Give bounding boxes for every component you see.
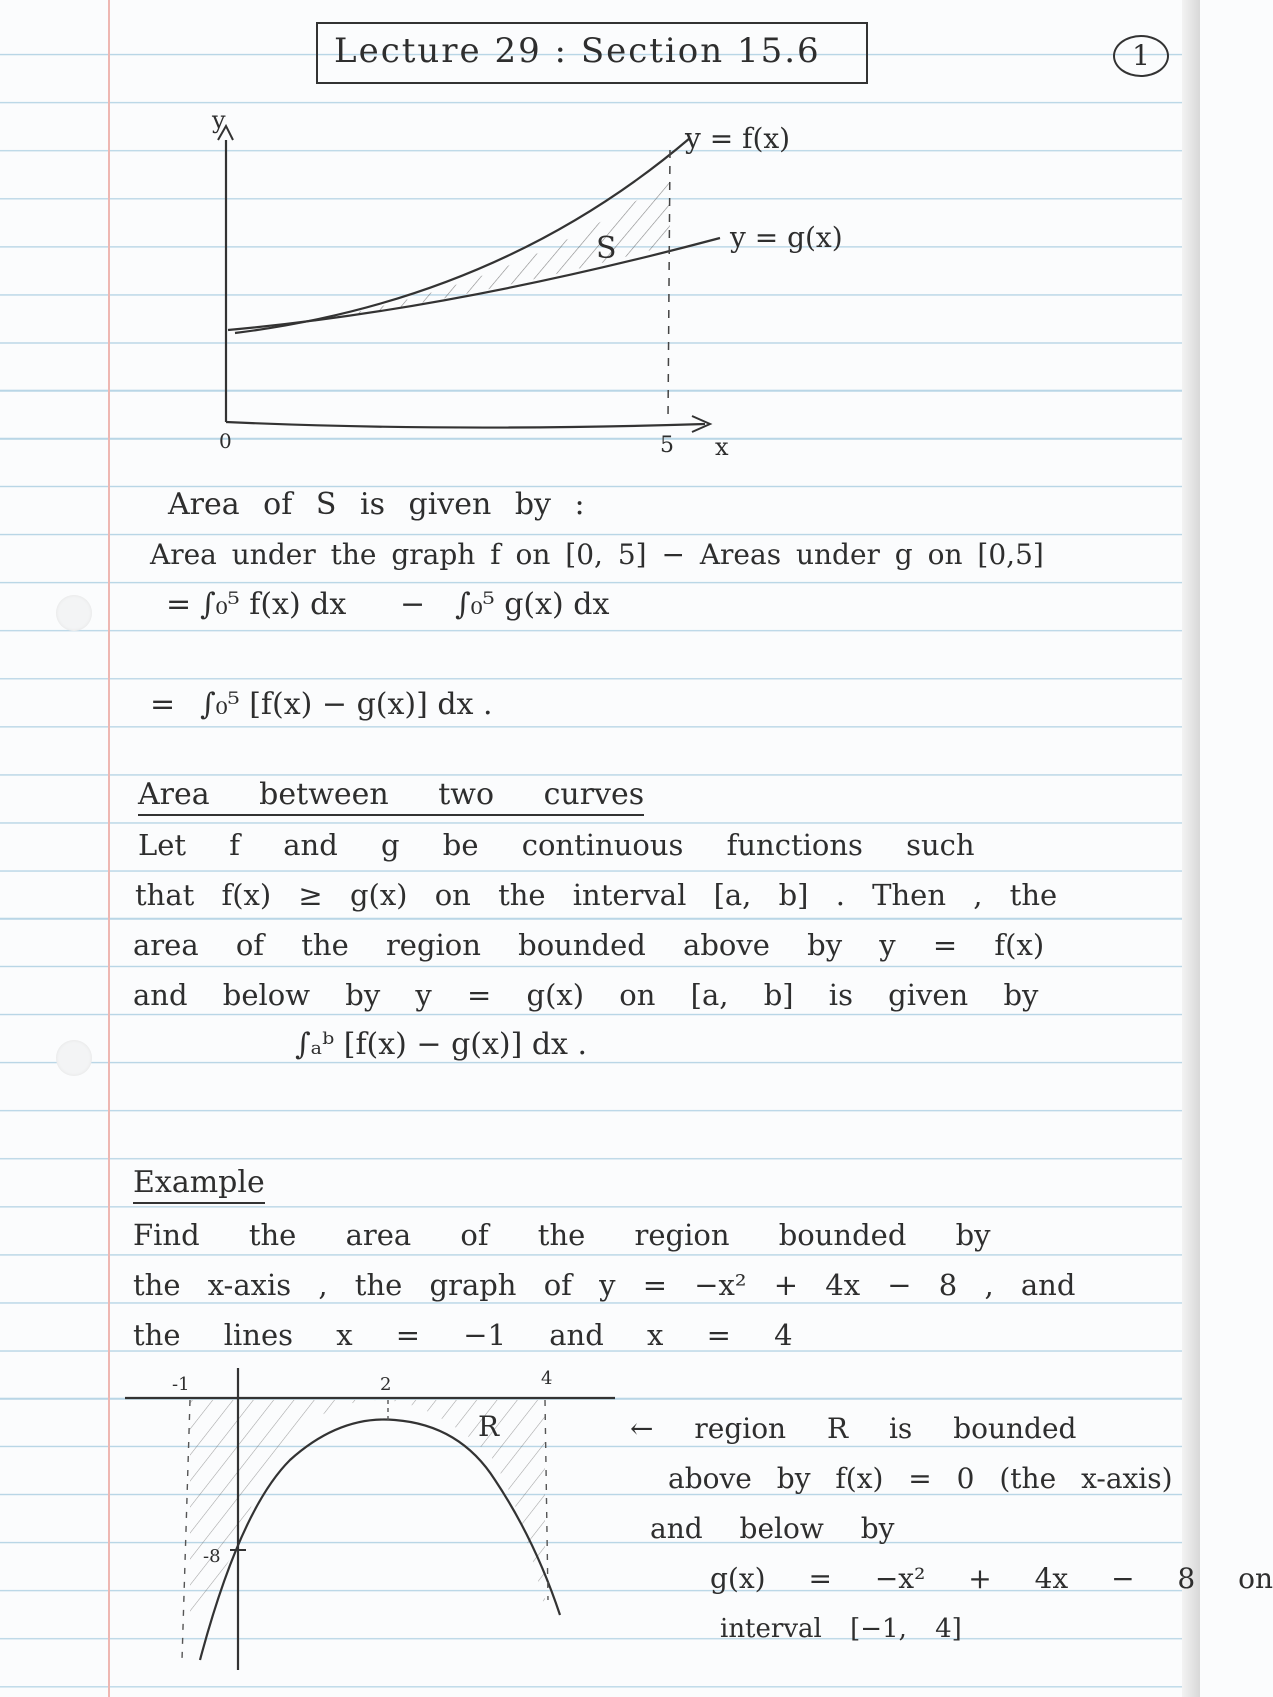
tick-label-neg8: -8: [203, 1546, 221, 1567]
tick-label-2: 2: [380, 1374, 392, 1395]
f-curve-label: y = f(x): [685, 122, 791, 155]
area-line-2: Area under the graph f on [0, 5] − Areas under g on [0,5]: [150, 538, 1044, 571]
eq2-equals: =: [150, 687, 176, 722]
x-4-dashed: [545, 1400, 548, 1600]
section-heading: Area between two curves: [138, 776, 644, 816]
example-line-2: the x-axis , the graph of y = −x² + 4x − 8 , and: [133, 1268, 1076, 1302]
x-tick-5: 5: [660, 433, 674, 458]
page-title: Lecture 29 : Section 15.6: [334, 31, 821, 71]
note-line-1: ← region R is bounded: [630, 1412, 1077, 1445]
eq1-integral-f: ∫₀⁵ f(x) dx: [200, 587, 347, 622]
eq1-equals: =: [166, 587, 192, 622]
eq2-integral: ∫₀⁵ [f(x) − g(x)] dx .: [200, 687, 493, 722]
area-line-1: Area of S is given by :: [168, 487, 585, 522]
section-line-3: area of the region bounded above by y = f(x): [133, 928, 1045, 962]
section-line-4: and below by y = g(x) on [a, b] is given by: [133, 978, 1039, 1012]
tick-label-4: 4: [541, 1368, 553, 1389]
region-s-label: S: [596, 231, 617, 266]
section-formula: ∫ₐᵇ [f(x) − g(x)] dx .: [295, 1027, 588, 1062]
g-curve-label: y = g(x): [730, 221, 843, 254]
note-line-5: interval [−1, 4]: [720, 1614, 962, 1644]
note-line-3: and below by: [650, 1512, 895, 1545]
note-line-2: above by f(x) = 0 (the x-axis): [668, 1462, 1173, 1495]
note-line-4: g(x) = −x² + 4x − 8 on: [710, 1562, 1273, 1595]
example-line-1: Find the area of the region bounded by: [133, 1218, 991, 1252]
tick-label-neg1: -1: [172, 1374, 190, 1395]
graph-example-parabola: [0, 1360, 620, 1680]
eq1-minus: −: [400, 587, 426, 622]
punch-hole: [56, 595, 92, 631]
region-r-label: R: [478, 1410, 500, 1443]
section-line-1: Let f and g be continuous functions such: [138, 828, 975, 862]
example-heading: Example: [133, 1164, 265, 1204]
x-axis-label: x: [715, 433, 729, 461]
x-neg1-dashed: [182, 1400, 190, 1660]
origin-label: 0: [219, 429, 232, 453]
eq1-integral-g: ∫₀⁵ g(x) dx: [455, 587, 610, 622]
example-line-3: the lines x = −1 and x = 4: [133, 1318, 793, 1352]
graph-area-between-curves: [0, 0, 1200, 470]
page-number: 1: [1113, 35, 1169, 77]
y-axis-label: y: [212, 106, 226, 134]
x-axis: [226, 422, 705, 428]
section-line-2: that f(x) ≥ g(x) on the interval [a, b] . Then , the: [135, 878, 1058, 912]
punch-hole: [56, 1040, 92, 1076]
